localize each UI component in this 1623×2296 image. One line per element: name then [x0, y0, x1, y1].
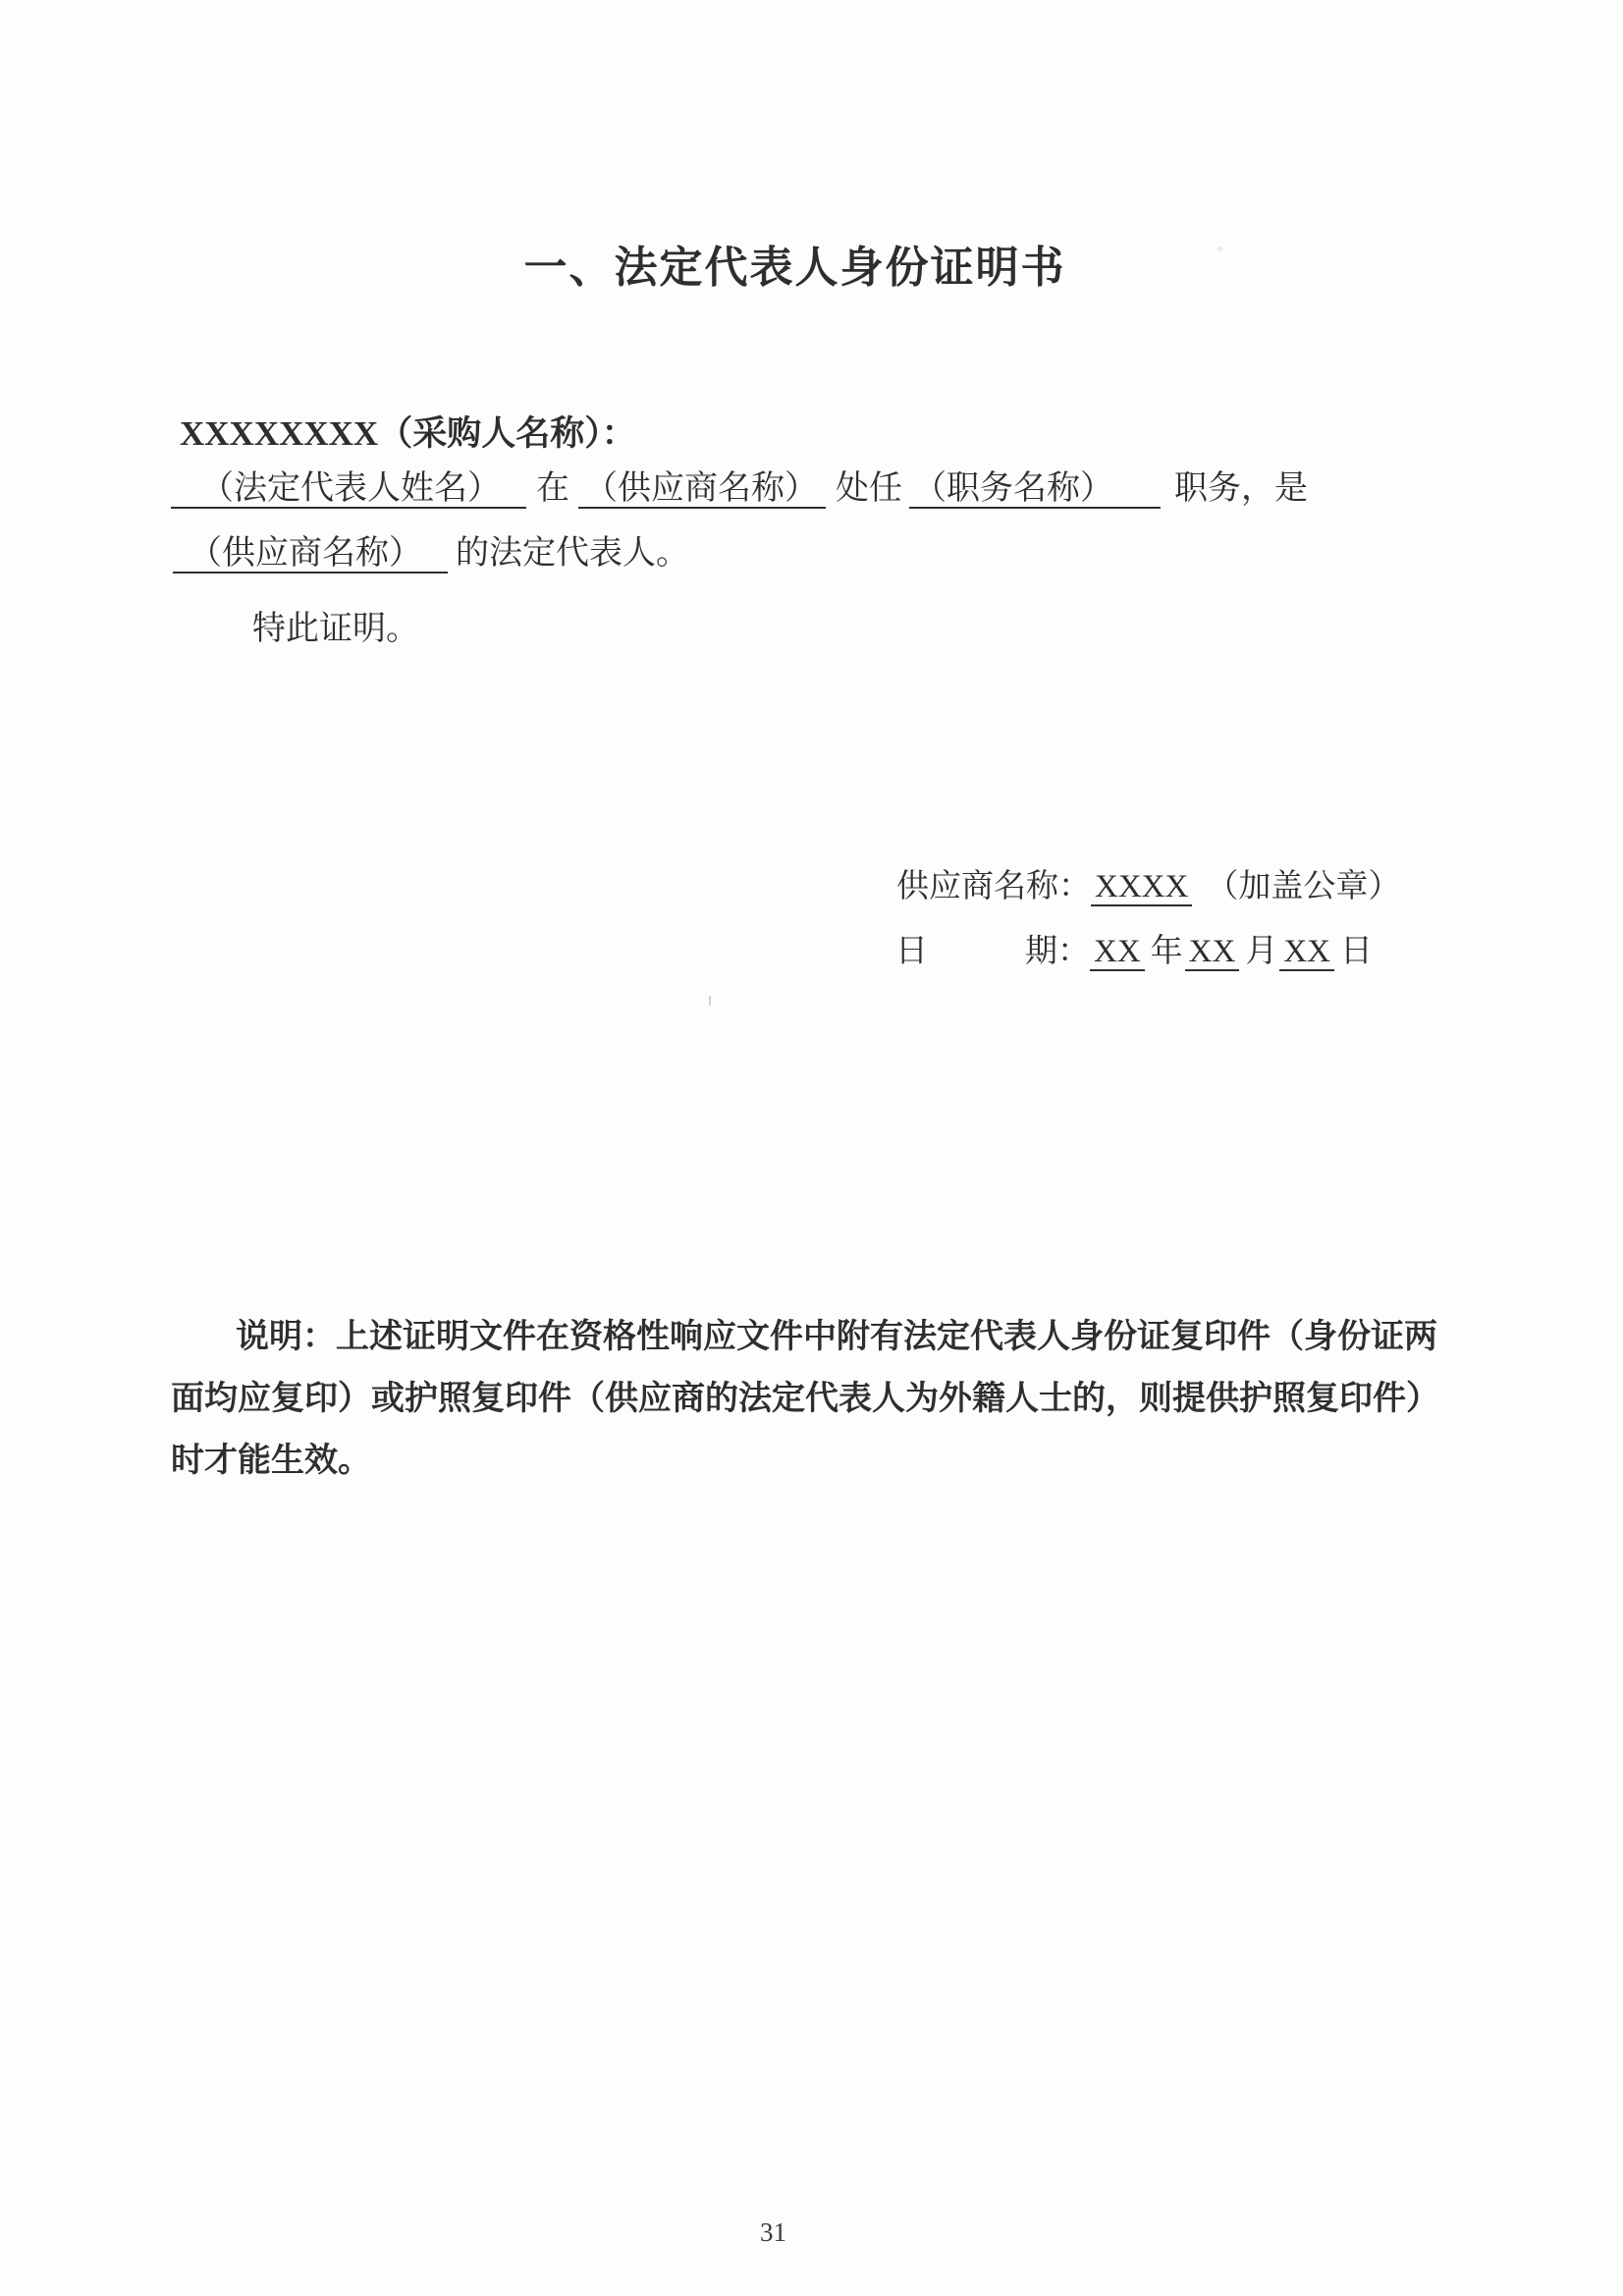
company-seal-note: （加盖公章）: [1206, 869, 1401, 904]
body-text-at: 在: [536, 470, 569, 507]
body-text-duty: 职务，是: [1174, 470, 1308, 507]
supplier-name-label: 供应商名称：: [896, 869, 1091, 904]
addressee-line: XXXXXXXX（采购人名称）：: [180, 414, 636, 453]
affirmation-line: 特此证明。: [252, 611, 419, 647]
scan-artifact-tick: [709, 996, 711, 1006]
date-year-value: XX: [1090, 934, 1145, 971]
blank-legal-rep-name: （法定代表人姓名）: [171, 470, 526, 509]
note-line-2: 面均应复印）或护照复印件（供应商的法定代表人为外籍人士的，则提供护照复印件）: [171, 1381, 1439, 1417]
note-line-1: 说明：上述证明文件在资格性响应文件中附有法定代表人身份证复印件（身份证两: [236, 1319, 1437, 1355]
scan-artifact-dot: [1217, 246, 1222, 251]
supplier-name-value: XXXX: [1091, 869, 1192, 906]
date-label: 日 期：: [895, 934, 1090, 969]
date-month-value: XX: [1185, 934, 1240, 971]
document-title: 一、法定代表人身份证明书: [523, 244, 1066, 292]
blank-supplier-name-1: （供应商名称）: [578, 470, 826, 509]
body-paragraph-line-2: [173, 535, 689, 573]
signature-supplier-line: [896, 860, 1400, 906]
date-year-unit: 年: [1150, 934, 1183, 969]
signature-date-line: [895, 925, 1375, 971]
date-day-value: XX: [1279, 934, 1334, 971]
blank-supplier-name-2: （供应商名称）: [173, 535, 448, 574]
blank-position-title: （职务名称）: [909, 470, 1161, 509]
explanatory-note: [171, 1306, 1477, 1492]
body-paragraph-line-1: [171, 470, 1308, 508]
body-text-is-legal-rep: 的法定代表人。: [456, 535, 689, 572]
body-text-serves: 处任: [836, 470, 902, 507]
note-line-3: 时才能生效。: [171, 1443, 371, 1479]
date-day-unit: 日: [1340, 934, 1374, 969]
date-month-unit: 月: [1245, 934, 1278, 969]
page-number: 31: [760, 2217, 786, 2247]
